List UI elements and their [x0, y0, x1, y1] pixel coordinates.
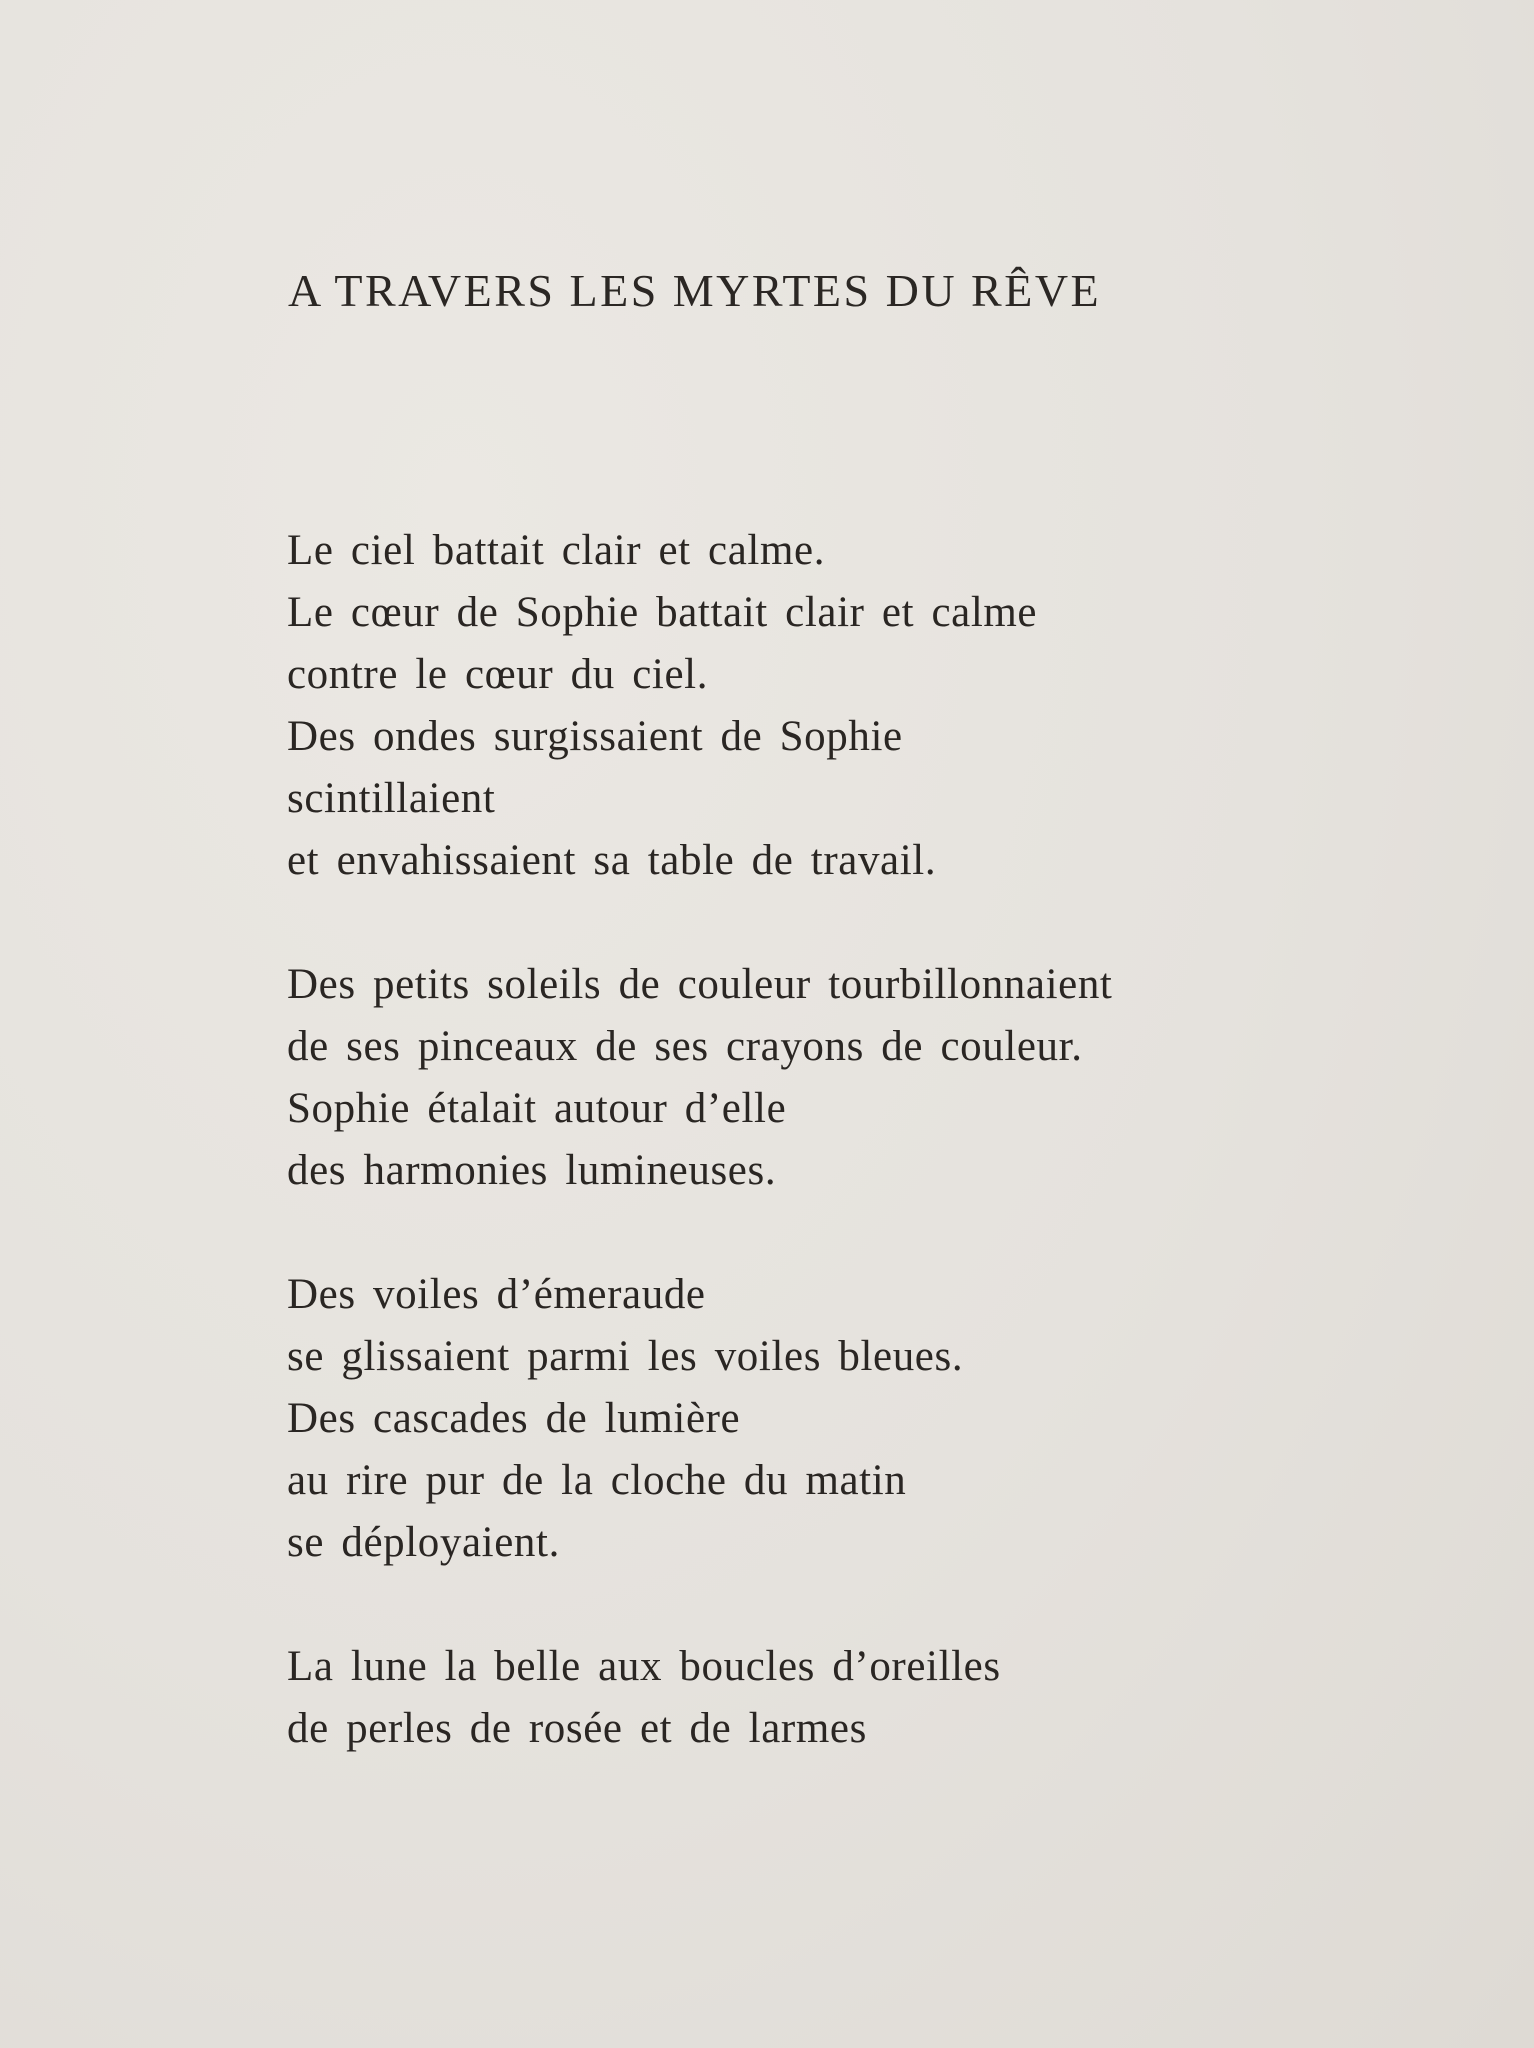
poem-line: Sophie étalait autour d’elle — [287, 1085, 787, 1132]
poem-line: au rire pur de la cloche du matin — [287, 1457, 907, 1504]
poem-line: contre le cœur du ciel. — [287, 651, 709, 698]
poem-line: et envahissaient sa table de travail. — [287, 837, 937, 884]
poem-line: Des voiles d’émeraude — [287, 1271, 706, 1318]
poem-title: A TRAVERS LES MYRTES DU RÊVE — [288, 265, 1102, 316]
stanza-1 — [287, 520, 1387, 892]
stanza-4 — [287, 1636, 1387, 1760]
poem-line: de ses pinceaux de ses crayons de couleur. — [287, 1023, 1083, 1070]
poem-line: scintillaient — [287, 775, 496, 822]
stanza-2 — [287, 954, 1387, 1202]
poem-line: Le cœur de Sophie battait clair et calme — [287, 589, 1038, 636]
stanza-3 — [287, 1264, 1387, 1574]
poem-line: Le ciel battait clair et calme. — [287, 527, 826, 574]
poem-line: Des ondes surgissaient de Sophie — [287, 713, 903, 760]
poem-line: se déployaient. — [287, 1519, 560, 1566]
poem-body — [287, 520, 1387, 1822]
poem-line: Des petits soleils de couleur tourbillonnaient — [287, 961, 1113, 1008]
poem-line: de perles de rosée et de larmes — [287, 1705, 867, 1752]
poem-line: Des cascades de lumière — [287, 1395, 741, 1442]
poem-line: se glissaient parmi les voiles bleues. — [287, 1333, 964, 1380]
poem-line: La lune la belle aux boucles d’oreilles — [287, 1643, 1001, 1690]
poem-line: des harmonies lumineuses. — [287, 1147, 777, 1194]
